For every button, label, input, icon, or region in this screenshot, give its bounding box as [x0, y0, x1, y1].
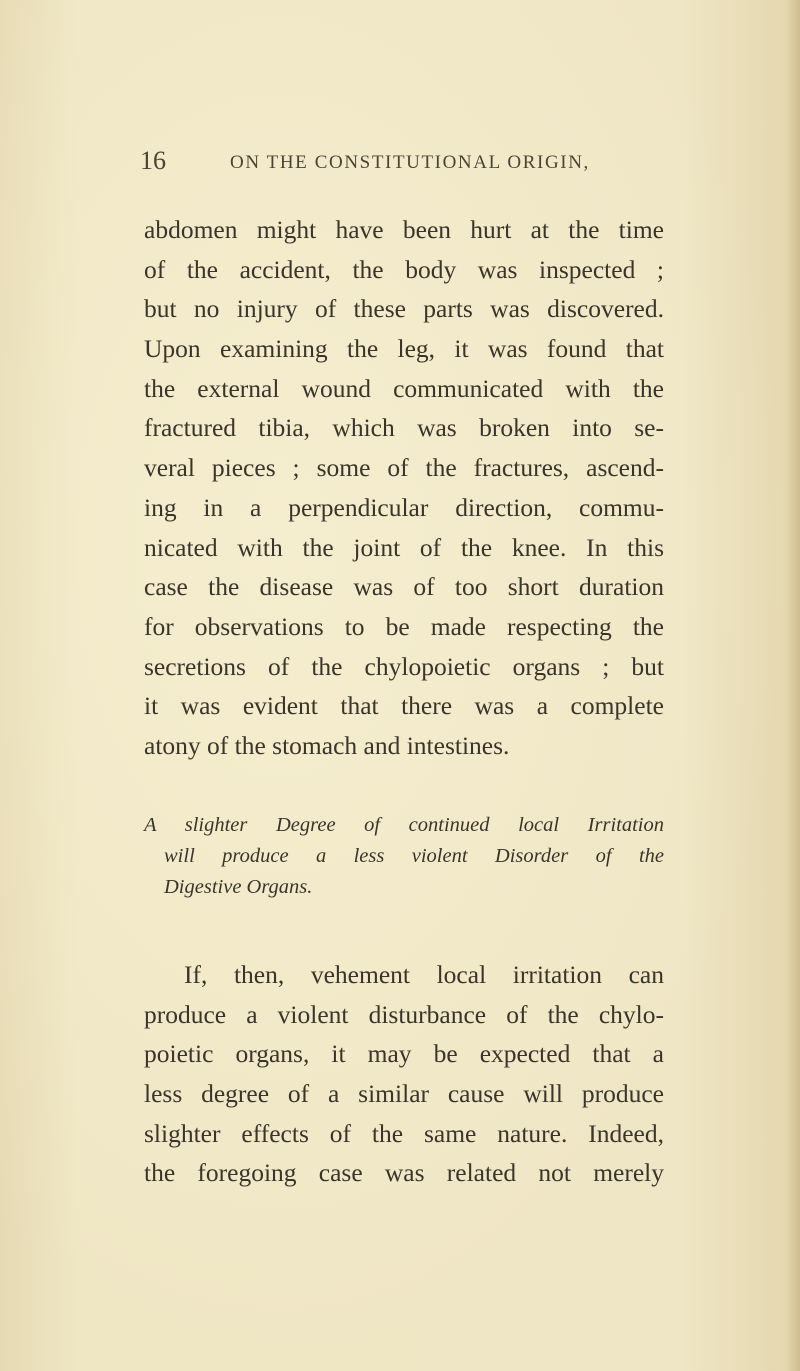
- paragraph-1: [144, 210, 664, 766]
- text-line: less degree of a similar cause will produce: [144, 1079, 664, 1109]
- subheading-line: will produce a less violent Disorder of the: [164, 845, 664, 867]
- text-line: abdomen might have been hurt at the time: [144, 215, 664, 244]
- text-line: of the accident, the body was inspected ;: [144, 254, 664, 284]
- running-title: ON THE CONSTITUTIONAL ORIGIN,: [230, 152, 590, 173]
- text-line: the foregoing case was related not merely: [144, 1158, 664, 1188]
- text-line: fractured tibia, which was broken into se-: [144, 413, 664, 443]
- text-line: poietic organs, it may be expected that a: [144, 1039, 664, 1069]
- text-line: Upon examining the leg, it was found that: [144, 334, 664, 364]
- text-line: atony of the stomach and intestines.: [144, 730, 510, 760]
- text-line: it was evident that there was a complete: [144, 691, 664, 721]
- text-line: produce a violent disturbance of the chylo-: [144, 999, 664, 1029]
- text-line: for observations to be made respecting the: [144, 611, 664, 641]
- text-line: If, then, vehement local irritation can: [184, 960, 664, 989]
- running-header: [140, 144, 660, 184]
- section-subheading: [144, 810, 664, 903]
- text-line: but no injury of these parts was discovered.: [144, 294, 664, 324]
- page-edge-shadow: [786, 0, 800, 1371]
- text-line: veral pieces ; some of the fractures, ascend-: [144, 453, 664, 483]
- subheading-line: Digestive Organs.: [164, 876, 313, 898]
- subheading-line: A slighter Degree of continued local Irritation: [144, 814, 664, 836]
- text-line: ing in a perpendicular direction, commu-: [144, 492, 664, 522]
- text-line: case the disease was of too short duration: [144, 572, 664, 602]
- paragraph-2: [144, 955, 664, 1193]
- text-line: slighter effects of the same nature. Indeed,: [144, 1118, 664, 1148]
- text-line: secretions of the chylopoietic organs ; but: [144, 651, 664, 681]
- text-line: nicated with the joint of the knee. In this: [144, 532, 664, 562]
- text-line: the external wound communicated with the: [144, 373, 664, 403]
- page-number: 16: [140, 146, 166, 175]
